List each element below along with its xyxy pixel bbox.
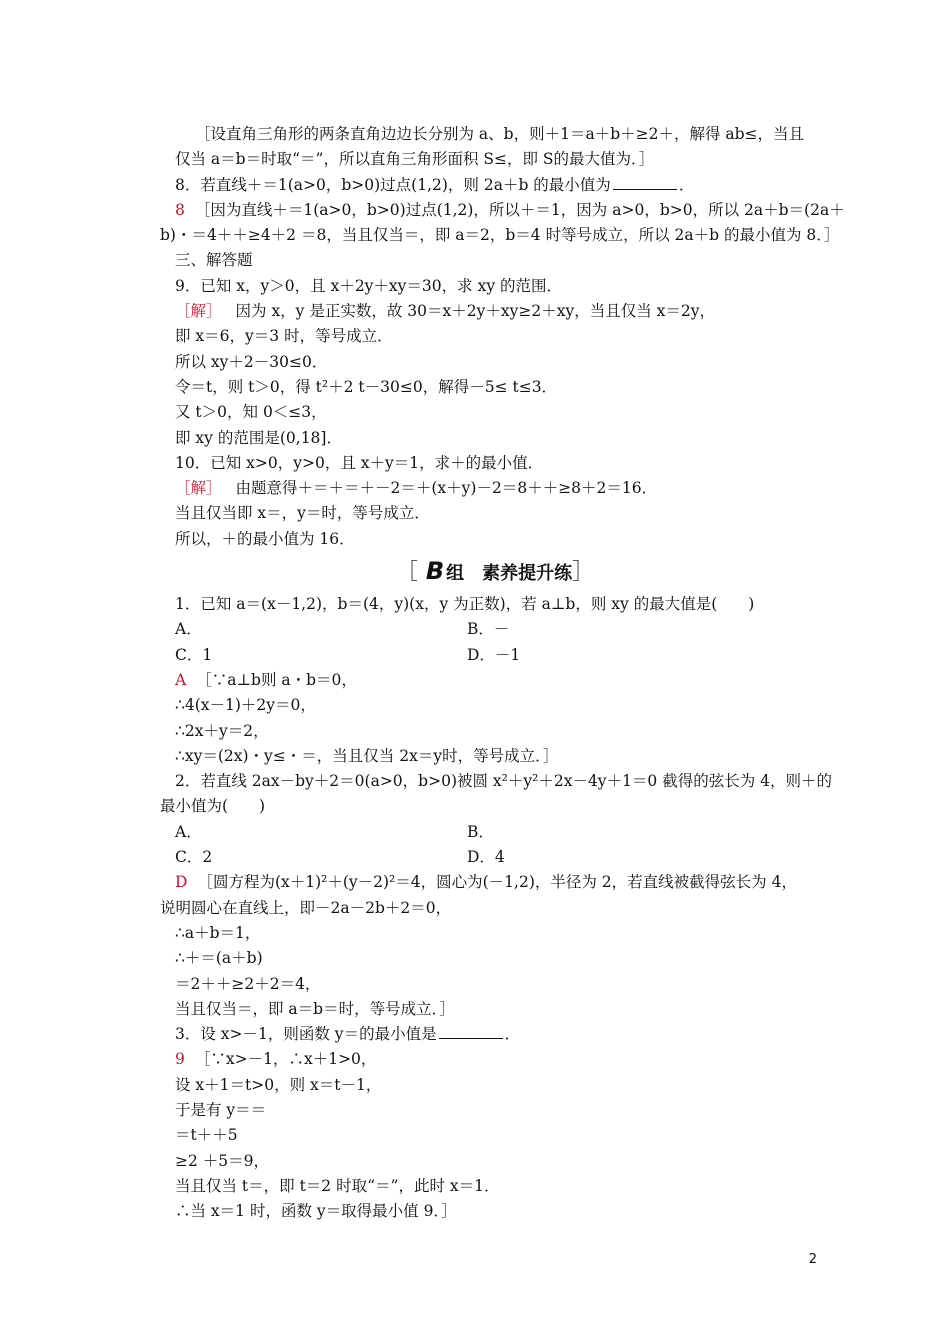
answer-8: 8 (175, 200, 185, 219)
solution-text: 所以 xy＋2－30≤0． (175, 352, 328, 371)
solution-line (175, 744, 815, 769)
solution-line (175, 1098, 815, 1123)
solution-text: 即 xy 的范围是(0,18]． (175, 428, 342, 447)
option-d: D．－1 (467, 645, 521, 664)
solution-text: 由题意得＋＝＋＝＋－2＝＋(x＋y)－2＝8＋＋≥8＋2＝16． (235, 479, 658, 498)
solution-text: 所以，＋的最小值为 16． (175, 529, 355, 548)
solution-text: 当且仅当即 x＝，y＝时，等号成立． (175, 504, 430, 523)
answer-b3: 9 (175, 1050, 185, 1069)
solution-text: 令＝t，则 t＞0，得 t²＋2 t－30≤0，解得－5≤ t≤3． (175, 377, 558, 396)
question-b1 (175, 592, 815, 617)
solution-text: ＝2＋＋≥2＋2＝4， (175, 974, 321, 993)
answer-b1-line (175, 668, 815, 693)
option-a: A． (175, 620, 202, 639)
solution-text: ［圆方程为(x＋1)²＋(y－2)²＝4，圆心为(－1,2)，半径为 2，若直线被截得弦长为 4， (197, 873, 797, 892)
page-number: 2 (808, 1252, 817, 1267)
solution-line (175, 324, 815, 349)
solution-text: 又 t＞0，知 0＜≤3， (175, 403, 327, 422)
options-row (175, 845, 815, 870)
solution-line (175, 997, 815, 1022)
question-text: 1．已知 a＝(x－1,2)，b＝(4，y)(x，y 为正数)，若 a⊥b，则 xy 的最大值是( ) (175, 595, 755, 614)
solution-line (175, 1123, 815, 1148)
question-text: 9．已知 x，y＞0，且 x＋2y＋xy＝30，求 xy 的范围． (175, 276, 563, 295)
option-d: D．4 (467, 848, 505, 867)
solution-line (175, 426, 815, 451)
solution-text: 仅当 a＝b＝时取“＝”，所以直角三角形面积 S≤，即 S的最大值为．］ (175, 150, 655, 169)
answer-b1: A (175, 670, 187, 689)
text-line (160, 223, 840, 248)
solution-text: ［因为直线＋＝1(a>0，b>0)过点(1,2)，所以＋＝1，因为 a>0，b>0，所以 2a＋b＝(2a＋ (194, 200, 845, 219)
solution-text: ∴4(x－1)＋2y＝0， (175, 696, 316, 715)
option-b: B．－ (467, 620, 510, 639)
solution-text: ∴当 x＝1 时，函数 y＝取得最小值 9．］ (175, 1202, 457, 1221)
option-a: A． (175, 822, 202, 841)
text-line (175, 122, 815, 147)
solution-line (175, 693, 815, 718)
group-b-heading (175, 554, 815, 588)
solution-line (175, 527, 815, 552)
open-bracket: ［ (395, 560, 418, 586)
group-title: 组 素养提升练 (446, 563, 573, 585)
solution-line (175, 375, 815, 400)
section-title: 三、解答题 (175, 251, 253, 270)
solution-line (175, 1149, 815, 1174)
solution-text: ［∵a⊥b则 a・b＝0， (196, 670, 357, 689)
answer-8-line (175, 198, 845, 223)
solution-text: ＝t＋＋5 (175, 1126, 238, 1145)
solution-tag: ［解］ (175, 302, 222, 321)
question-9 (175, 274, 815, 299)
solution-line (175, 719, 815, 744)
solution-line (175, 1199, 815, 1224)
solution-text: ［∵x>－1，∴x＋1>0， (194, 1050, 377, 1069)
question-text: 3．设 x>－1，则函数 y＝的最小值是 (175, 1025, 437, 1044)
solution-line (175, 400, 815, 425)
solution-text: 说明圆心在直线上，即－2a－2b＋2＝0， (160, 898, 452, 917)
question-text: 最小值为( ) (160, 797, 266, 816)
period: ． (504, 1025, 521, 1044)
solution-text: 当且仅当＝，即 a＝b＝时，等号成立．］ (175, 999, 455, 1018)
solution-text: 当且仅当 t＝，即 t＝2 时取“＝”，此时 x＝1． (175, 1176, 500, 1195)
answer-b3-line (175, 1047, 815, 1072)
solution-text: 于是有 y＝＝ (175, 1100, 267, 1119)
close-bracket: ］ (572, 560, 595, 586)
solution-line (160, 896, 815, 921)
solution-text: 设 x＋1＝t>0，则 x＝t－1， (175, 1075, 382, 1094)
options-row (175, 820, 815, 845)
option-c: C．1 (175, 645, 213, 664)
group-letter: B (425, 557, 445, 586)
question-b2-cont (160, 794, 815, 819)
option-c: C．2 (175, 848, 213, 867)
solution-tag: ［解］ (175, 479, 222, 498)
solution-text: ∴a＋b＝1， (175, 923, 261, 942)
question-text: 2．若直线 2ax－by＋2＝0(a>0，b>0)被圆 x²＋y²＋2x－4y＋1＝0 截得的弦长为 4，则＋的 (175, 772, 833, 791)
solution-line (175, 476, 815, 501)
solution-text: 因为 x，y 是正实数，故 30＝x＋2y＋xy≥2＋xy，当且仅当 x＝2y， (235, 302, 716, 321)
solution-line (175, 501, 815, 526)
solution-text: ∴＋＝(a＋b) (175, 949, 263, 968)
solution-line (175, 972, 815, 997)
solution-text: 即 x＝6，y＝3 时，等号成立． (175, 327, 393, 346)
question-10 (175, 451, 815, 476)
solution-line (175, 350, 815, 375)
answer-b2-line (175, 870, 815, 895)
solution-text: ≥2 ＋5＝9， (175, 1151, 269, 1170)
solution-line (175, 299, 815, 324)
solution-text: ［设直角三角形的两条直角边边长分别为 a、b，则＋1＝a＋b＋≥2＋，解得 ab≤，当且 (195, 125, 805, 143)
option-b: B． (467, 822, 494, 841)
solution-line (175, 946, 815, 971)
question-text: 8．若直线＋＝1(a>0，b>0)过点(1,2)，则 2a＋b 的最小值为 (175, 175, 611, 194)
solution-line (175, 1073, 815, 1098)
text-line (175, 147, 815, 172)
answer-blank (439, 1024, 503, 1039)
question-b2 (175, 769, 833, 794)
solution-text: ∴2x＋y＝2， (175, 721, 269, 740)
page-content (160, 122, 845, 1224)
section-heading (175, 248, 815, 273)
solution-text: b)・＝4＋＋≥4＋2 ＝8，当且仅当＝，即 a＝2，b＝4 时等号成立，所以 2a＋b 的最小值为 8．］ (160, 226, 840, 245)
question-text: 10．已知 x>0，y>0，且 x＋y＝1，求＋的最小值． (175, 453, 544, 472)
solution-line (175, 1174, 815, 1199)
options-row (175, 617, 815, 642)
answer-blank (613, 175, 677, 190)
answer-b2: D (175, 873, 188, 892)
period: ． (678, 175, 695, 194)
solution-line (175, 921, 815, 946)
solution-text: ∴xy＝(2x)・y≤・＝，当且仅当 2x＝y时，等号成立．］ (175, 746, 559, 765)
question-b3 (175, 1022, 815, 1047)
question-8 (175, 173, 815, 198)
options-row (175, 643, 815, 668)
